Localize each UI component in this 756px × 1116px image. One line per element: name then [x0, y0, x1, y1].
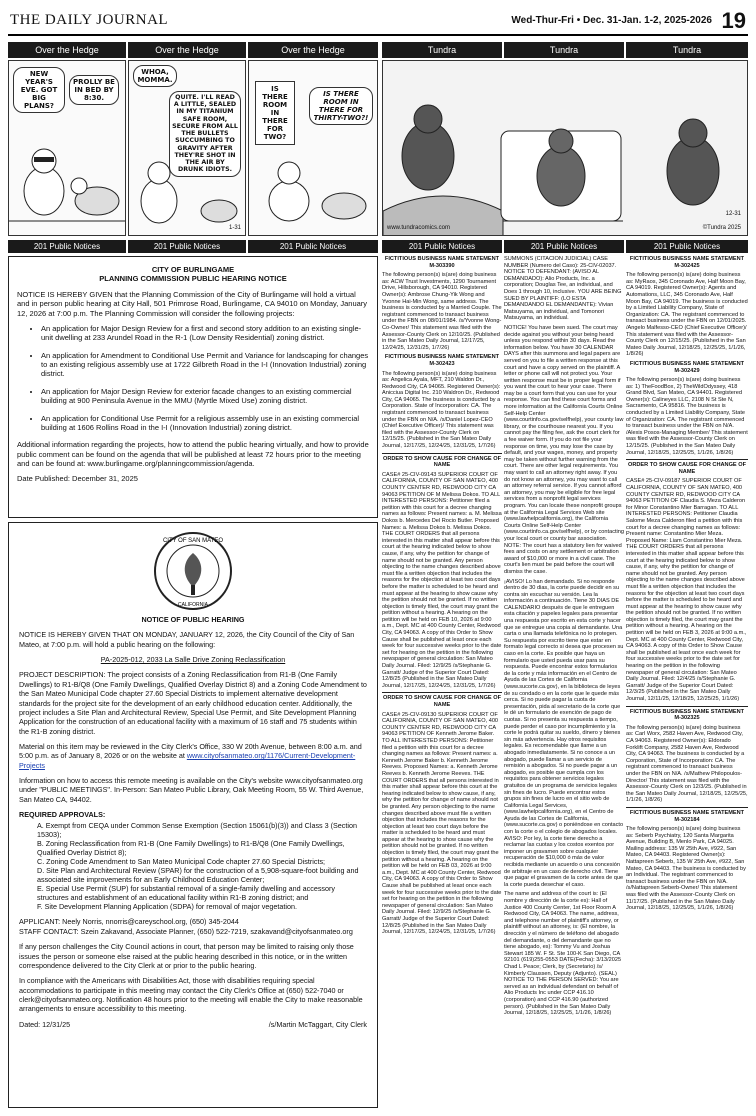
notice-body: The following person(s) is(are) doing business as: 1) TheFoodBox, 2) TheWildOdyssey, 418 Grand Blvd, San Mateo, CA 94401. Registered Owner(s): Calineyes LLC, 2108 N St Ste N, Sacramento, CA 95816. The business is conducted by a Limited Liability Company, State of Organization: CA. The registrant commenced to transact business under the FBN on N/A. /Alexis Posos-Managing Member/ This statement was filed with the Assessor-County Clerk on 12/15/25. (Published in the San Mateo Daily Journal, 12/18/25, 12/25/25, 1/1/26, 1/8/26) — [626, 377, 748, 456]
staff-contact: STAFF CONTACT: Szein Zakavand, Associate Planner, (650) 522-7219, szakavand@cityofsanmateo.org — [19, 926, 353, 936]
legal-column-1 — [382, 256, 502, 1108]
section-header: 201 Public Notices — [382, 240, 502, 253]
issue-date: Wed-Thur-Fri • Dec. 31-Jan. 1-2, 2025-2026 — [511, 15, 712, 26]
comic-title-tundra-1: Tundra — [382, 42, 502, 58]
notice-body: The following person(s) is(are) doing business as: ACW Trust Investments, 1290 Tournament Drive, Hillsborough, CA 94010. Registered Owner(s): Ambrose Chung-Yik Wong and Yvonne Hai-Min Wong, same address. The business is conducted by a Married Couple. The registrant commenced to transact business under the FBN on 08/01/1984. /s/Yvonne Wong-Co-Owner/ This statement was filed with the Assessor-County Clerk on 12/10/25. (Published in the San Mateo Daily Journal, 12/17/25, 12/24/25, 12/31/25, 1/7/26) — [382, 272, 502, 351]
notice-body: CASE# 25-CIV-09187 SUPERIOR COURT OF CALIFORNIA, COUNTY OF SAN MATEO, 400 COUNTY CENTER RD, REDWOOD CITY CA 94063 PETITION OF Claudia S. Meza Calderon for Minor Constantino Mier Barragan. TO ALL INTERESTED PERSONS: Petitioner Claudia Salome Meza Calderon filed a petition with this court for a decree changing names as follows: Present name: Constantino Mier Meza. Proposed Name: Liam Constantino Mier Meza. THE COURT ORDERS that all persons interested in this matter shall appear before this court at the hearing indicated below to show cause, if any, why the petition for change of name should not be granted. Any person objecting to the name changes described above must file a written objection that includes the reasons for the objection at least two court days before the matter is scheduled to be heard and must appear at the hearing to show cause why the petition should not be granted. If no written objection is timely filed, the court may grant the petition without a hearing. A hearing on the petition will be held on FEB 3, 2026 at 9:00 a.m., Dept. MC at 400 County Center, Redwood City, CA 94063. A copy of this Order to Show Cause shall be published at least once each week for four successive weeks prior to the date set for hearing on the petition in the following newspaper of general circulation: San Mateo Daily Journal. Filed: 12/4/25 /s/Stephanie G. Garratt/ Judge of the Superior Court Dated: 12/3/25 (Published in the San Mateo Daily Journal, 12/11/25, 12/18/25, 12/25/25, 1/1/26) — [626, 478, 747, 702]
legal-notice — [626, 256, 748, 358]
notice-date: Dated: 12/31/25 — [19, 1019, 71, 1029]
legal-column-3 — [626, 256, 748, 1108]
notice-additional: Additional information regarding the projects, how to attend the public hearing virtually, and how to provide public comment can be found on the agenda that will be published at least 72 hours prior to the meeting and can be found at: www.burlingame.org/planningcommission/agenda. — [17, 440, 369, 468]
comic-title-hedge-3: Over the Hedge — [248, 42, 378, 58]
seal-top-text: CITY OF SAN MATEO — [162, 538, 224, 544]
material-link[interactable]: www.cityofsanmateo.org/1176/Current-Development-Projects — [19, 751, 356, 770]
notice-body: The following person(s) is(are) doing business as: Angelica Ayala, MFT, 210 Waldon Dr., Redwood City, CA 94065. Registered Owner(s): Anicciua Digital Inc. 210 Waldron Dr., Redwood City, CA 94065. The business is conducted by a Corporation. State of Incorporation: CA. The registrant commenced to transact business under the FBN on N/A. /s/Daniel Lopez-CEO (Chief Executive Officer)/ This statement was filed with the Assessor-County Clerk on 12/15/25. (Published in the San Mateo Daily Journal, 12/17/25, 12/24/25, 12/31/25, 1/7/26) — [382, 370, 501, 450]
case-title: PA-2025-012, 2033 La Salle Drive Zoning Reclassification — [100, 655, 286, 665]
notice-heading: ORDER TO SHOW CAUSE FOR CHANGE OF NAME — [383, 455, 501, 469]
paper-name: THE DAILY JOURNAL — [10, 12, 169, 28]
raccoon-turtle-icon — [249, 61, 378, 236]
approval-item: A. Exempt from CEQA under Common Sense Exemption (Section 15061(b)(3)) and Class 3 (Section 15303); — [37, 821, 357, 840]
comic-title-tundra-2: Tundra — [504, 42, 624, 58]
legal-notice — [382, 354, 502, 449]
material-text: Material on this item may be reviewed in the City Clerk's Office, 330 W 20th Avenue, between 8:00 a.m. and 5:00 p.m. as of January 8, 2026 or on the website at — [19, 741, 362, 761]
raccoon-icon — [129, 61, 246, 236]
comic-date: 1-31 — [228, 225, 241, 231]
notice-intro: NOTICE IS HEREBY GIVEN that the Planning Commission of the City of Burlingame will hold a virtual and in person public hearing at City Hall, 501 Primrose Road, Burlingame, CA 94010 on Monday, January 12, 2026 at 7:00 p.m. The Planning Commission will consider the following projects: — [17, 289, 368, 318]
notice-title: NOTICE OF PUBLIC HEARING — [141, 615, 245, 624]
project-description: PROJECT DESCRIPTION: The project consists of a Zoning Reclassification from R1-B (One Family Dwellings) to R1-B/Q8 (One Family Dwellings, Qualified Overlay District 8) and a Zoning Code Amendment to the San Mateo Municipal Code chapter 27.60 Special Districts to implement alternative development standards for the project site for the development of an early childhood education center. Additionally, the project includes a Site Plan and Architectural Review, Special Use Permit, and Site Development Planning Application for the construction of an educational facility with a maximum of 16 staff and 75 students within the R1-B zoning district. — [19, 670, 367, 736]
project-item: • An application for Major Design Review for exterior facade changes to an existing commercial building at 900 Peninsula Avenue in the MMU (Myrtle Mixed Use) zoning district. — [41, 387, 369, 406]
legal-notice — [382, 692, 502, 935]
notice-heading: FICTITIOUS BUSINESS NAME STATEMENT M-302423 — [384, 354, 500, 367]
notice-body: The following person(s) is(are) doing business as: MyRaos, 345 Coronado Ave, Half Moon Bay, CA 94019. Registered Owner(s): Agents and Automations, LLC, 345 Coronado Ave, Half Moon Bay, CA 94019. The business is conducted by a Limited Liability Company, State of Organization: CA. The registrant commenced to transact business under the FBN on 12/01/2025. /Angelo Malfesso-CEO (Chief Executive Officer)/ This statement was filed with the Assessor-County Clerk on 12/15/25. (Published in the San Mateo Daily Journal, 12/18/25, 12/25/25, 1/1/26, 1/8/26) — [626, 272, 748, 358]
approval-item: C. Zoning Code Amendment to San Mateo Municipal Code chapter 27.60 Special Districts; — [37, 857, 326, 867]
project-item: • An application for Major Design Review for a first and second story addition to an existing single- unit dwelling at 233 Arundel Road in the R-1 (Low Density Residential) zoning district. — [41, 324, 369, 343]
ada-text: In compliance with the Americans with Disabilities Act, those with disabilities requiring special accommodations to participate in this meeting may contact the City Clerk's Office at (650) 522-7040 or clerk@cityofsanmateo.org. Notification 48 hours prior to the meeting will enable the City to make reasonable arrangements to ensure accessibility to this meeting. — [19, 976, 363, 1014]
seal-bottom-text: CALIFORNIA — [177, 602, 209, 608]
access-info: Information on how to access this remote meeting is available on the City's website www.cityofsanmateo.org under "PUBLIC MEETINGS". In-Person: San Mateo Public Library, Oak Meeting Room, 55 W. Third Avenue, San Mateo CA, 94402. — [19, 776, 364, 804]
san-mateo-notice — [8, 522, 378, 1108]
notice-heading: FICTITIOUS BUSINESS NAME STATEMENT M-302325 — [629, 708, 745, 722]
section-header: 201 Public Notices — [504, 240, 624, 253]
notice-heading: FICTITIOUS BUSINESS NAME STATEMENT M-302425 — [629, 256, 745, 269]
page-number: 19 — [721, 8, 746, 33]
section-header: 201 Public Notices — [626, 240, 748, 253]
comic-title-hedge-2: Over the Hedge — [128, 42, 246, 58]
speech-bubble: QUITE. I'LL READ A LITTLE, SEALED IN MY TITANIUM SAFE ROOM, SECURE FROM ALL THE BULLETS SUCCUMBING TO GRAVITY AFTER THEY'RE SHOT IN THE AIR BY DRUNK IDIOTS. — [169, 91, 241, 177]
notice-title: CITY OF BURLINGAME — [151, 265, 235, 274]
hedge-panel-1 — [8, 60, 126, 236]
notice-intro: NOTICE IS HEREBY GIVEN THAT ON MONDAY, JANUARY 12, 2026, the City Council of the City of San Mateo, at 7:00 p.m. will hold a public hearing on the following: — [19, 630, 355, 649]
legal-column-2 — [504, 256, 624, 1108]
section-header: 201 Public Notices — [8, 240, 126, 253]
burlingame-notice — [8, 256, 378, 518]
notice-body: CASE# 25-CIV-09130 SUPERIOR COURT OF CALIFORNIA, COUNTY OF SAN MATEO, 400 COUNTY CENTER RD, REDWOOD CITY CA 94063 PETITION OF Kenneth Jerome Baker. TO ALL INTERESTED PERSONS: Petitioner filed a petition with this court for a decree changing names as follows: Present names: a. Kenneth Jerome Baker b. Kenneth Jerome Reeves. Proposed Names: a. Kenneth Jerome Reeves b. Kenneth Jerome Reeves. THE COURT ORDERS that all persons interested in this matter shall appear before this court at the hearing indicated below to show cause, if any, why the petition for change of name should not be granted. Any person objecting to the name changes described above must file a written objection that includes the reasons for the objection at least two court days before the matter is scheduled to be heard and must appear at the hearing to show cause why the petition should not be granted. If no written objection is timely filed, the court may grant the petition without a hearing. A hearing on the petition will be held on FEB 03, 2026 at 9:00 a.m., Dept. MC at 400 County Center, Redwood City, CA 94063. A copy of this Order to Show Cause shall be published at least once each week for four successive weeks prior to the date set for hearing on the petition in the following newspaper of general circulation: San Mateo Daily Journal. Filed: 12/9/25 /s/Stephanie G. Garratt/ Judge of the Superior Court Dated: 12/8/25 (Published in the San Mateo Daily Journal, 12/17/25, 12/24/25, 12/31/25, 1/7/26) — [382, 711, 502, 936]
project-item: • An application for Conditional Use Permit for a religious assembly use in an existing commercial building at 1606 Rollins Road in the I-I (Innovation Industrial) zoning district. — [41, 414, 369, 433]
section-header: 201 Public Notices — [248, 240, 378, 253]
section-header: 201 Public Notices — [128, 240, 246, 253]
notice-heading: FICTITIOUS BUSINESS NAME STATEMENT M-302429 — [629, 360, 745, 374]
approval-item: E. Special Use Permit (SUP) for substantial removal of a single-family dwelling and accessory structures and establishment of an educational facility within R1-B zoning district; and — [37, 884, 336, 903]
notice-body: ¡AVISO! Lo han demandado. Si no responde dentro de 30 dias, la corte puede decidir en su contra sin escuchar su versión. Lea la información a continuación. Tiene 30 DIAS DE CALENDARIO después de que le entreguen esta citación y papeles legales para presentar una respuesta por escrito en esta corte y hacer que se entregue una copia al demandante. Una carta o una llamada telefónica no lo protegen. Su respuesta por escrito tiene que estar en formato legal correcto si desea que procesen su caso en la corte. Es posible que haya un formulario que usted pueda usar para su respuesta. Puede encontrar estos formularios de la corte y más información en el Centro de Ayuda de las Cortes de California (www.sucorte.ca.gov), en la biblioteca de leyes de su condado o en la corte que le quede más cerca. Si no puede pagar la cuota de presentación, pida al secretario de la corte que le dé un formulario de exención de pago de cuotas. Si no presenta su respuesta a tiempo, puede perder el caso por incumplimiento y la corte le podrá quitar su sueldo, dinero y bienes sin más advertencia. Hay otros requisitos legales. Es recomendable que llame a un abogado inmediatamente. Si no conoce a un abogado, puede llamar a un servicio de remisión a abogados. Si no puede pagar a un abogado, es posible que cumpla con los requisitos para obtener servicios legales gratuitos de un programa de servicios legales sin fines de lucro. Puede encontrar estos grupos sin fines de lucro en el sitio web de California Legal Services, (www.lawhelpcalifornia.org), en el Centro de Ayuda de las Cortes de California, (www.sucorte.ca.gov) o poniéndose en contacto con la corte o el colegio de abogados locales. AVISO: Por ley, la corte tiene derecho a reclamar las cuotas y los costos exentos por imponer un gravamen sobre cualquier recuperación de $10,000 ó más de valor recibida mediante un acuerdo o una concesión de arbitraje en un caso de derecho civil. Tiene que pagar el gravamen de la corte antes de que la corte pueda desechar el caso. — [504, 578, 624, 888]
comic-title-tundra-3: Tundra — [626, 42, 748, 58]
speech-bubble: WHOA, MOMMA. — [133, 65, 177, 87]
notice-body: The following person(s) is(are) doing business as: Seberb Psychiatry, 120 Santa Margarita Avenue, Building B, Menlo Park, CA 94025. Mailing address: 135 W 25th Ave, #922, San Mateo, CA 94403. Registered Owner(s): Nattapreen Seberb, 135 W 25th Ave, #922, San Mateo, CA 94403. The business is conducted by an Individual. The registrant commenced to transact business under the FBN on N/A. /s/Nattapreen Seberb-Owner/ This statement was filed with the Assessor-County Clerk on 11/17/25. (Published in the San Mateo Daily Journal, 12/18/25, 12/25/25, 1/1/26, 1/8/26) — [626, 826, 746, 912]
notice-heading: ORDER TO SHOW CAUSE FOR CHANGE OF NAME — [628, 462, 746, 475]
notice-body: SUMMONS (CITACION JUDICIAL) CASE NUMBER (Numero del Caso): 25-CIV-02037. NOTICE TO DEFENDANT: (AVISO AL DEMANDADO): Alio Products, Inc. a corporation; Douglas Tee, an individual, and Does 1 through 10, inclusive. YOU ARE BEING SUED BY PLAINTIFF: (LO ESTA DEMANDANDO EL DEMANDANTE): Vivian Matsuyama, an individual, and Tomonori Matsuyama, an individual. — [504, 256, 622, 322]
comic-date: 12-31 — [725, 211, 741, 217]
applicant: APPLICANT: Neely Norris, nnorris@careyschool.org, (650) 345-2044 — [19, 917, 239, 927]
tundra-copyright: ©Tundra 2025 — [702, 225, 741, 231]
notice-heading: FICTITIOUS BUSINESS NAME STATEMENT M-302184 — [629, 809, 745, 823]
notice-subtitle: PLANNING COMMISSION PUBLIC HEARING NOTICE — [99, 274, 287, 284]
legal-notice — [382, 453, 502, 690]
speech-bubble: IS THERE ROOM IN THERE FOR THIRTY-TWO?! — [309, 87, 373, 125]
notice-body: The name and address of the court is: (El nombre y dirección de la corte es): Hall of Justice 400 County Center, 1st Floor Room A Redwood City, CA 94063. The name, address, and telephone number of plaintiff's attorney, or plaintiff without an attorney, is: (El nombre, la dirección y el número de teléfono del abogado del demandante, o del demandante que no tiene abogado, es): Tommy Vu and Joshua Stewart 185 W. F St. Ste 100-K San Diego, CA 92101 (619)255-0553 DATE(Fecha): 3/13/2025 Chad L Peace; Clerk, by (Secretario) /s/ Kimberly Claussen, Deputy (Adjunto). (SEAL) NOTICE TO THE PERSON SERVED: You are served as an individual defendant on behalf of Alio Products Inc under CCP 416.10 (corporation) and CCP 416.90 (authorized person). (Published in the San Mateo Daily Journal, 12/18/25, 12/25/25, 1/1/26, 1/8/26) — [504, 891, 622, 1017]
notice-date: Date Published: December 31, 2025 — [17, 474, 138, 484]
legal-notice — [382, 256, 502, 351]
raccoon-turtle-icon — [9, 61, 126, 236]
legal-notice — [626, 459, 748, 702]
city-seal-icon — [153, 531, 233, 611]
hedge-panel-3 — [248, 60, 378, 236]
speech-box: IS THERE ROOM IN THERE FOR TWO? — [255, 81, 295, 145]
challenge-text: If any person challenges the City Council actions in court, that person may be limited to raising only those issues the person or someone else raised at the public hearing described in this notice, or in the written correspondence delivered to the City Clerk at or prior to the public hearing. — [19, 942, 354, 970]
masthead — [8, 6, 748, 36]
legal-notice — [626, 706, 748, 804]
approval-item: B. Zoning Reclassification from R1-B (One Family Dwellings) to R1-B/Q8 (One Family Dwellings, Qualified Overlay District 8); — [37, 839, 345, 858]
notice-heading: ORDER TO SHOW CAUSE FOR CHANGE OF NAME — [383, 695, 501, 708]
speech-bubble: PROLLY BE IN BED BY 8:30. — [69, 75, 119, 105]
approval-item: D. Site Plan and Architectural Review (SPAR) for the construction of a 5,908-square-foot building and associated site improvements for an Early Childhood Education Center; — [37, 866, 359, 885]
project-item: • An application for Amendment to Conditional Use Permit and Variance for landscaping for changes to an existing religious assembly use at 1722 Gilbreth Road in the I-I (Innovation Industrial) zoning district. — [41, 351, 369, 379]
tundra-panel — [382, 60, 748, 236]
notice-body: NOTICE! You have been sued. The court may decide against you without your being heard unless you respond within 30 days. Read the information below. You have 30 CALENDAR DAYS after this summons and legal papers are served on you to file a written response at this court and have a copy served on the plaintiff. A letter or phone call will not protect you. Your written response must be in proper legal form if you want the court to hear your case. There may be a court form that you can use for your response. You can find these court forms and more information at the California Courts Online Self-Help Center (www.courtinfo.ca.gov/selfhelp), your county law library, or the courthouse nearest you. If you cannot pay the filing fee, ask the court clerk for a fee waiver form. If you do not file your response on time, you may lose the case by default, and your wages, money, and property may be taken without further warning from the court. There are other legal requirements. You may want to call an attorney right away. If you do not know an attorney, you may want to call an attorney referral service. If you cannot afford an attorney, you may be eligible for free legal services from a nonprofit legal services program. You can locate these nonprofit groups at the California Legal Services Web site (www.lawhelpcalifornia.org), the California Courts Online Self-Help Center (www.courtinfo.ca.gov/selfhelp), or by contacting your local court or county bar association. NOTE: The court has a statutory lien for waived fees and costs on any settlement or arbitration award of $10,000 or more in a civil case. The court's lien must be paid before the court will dismiss the case. — [504, 324, 624, 575]
approval-item: F. Site Development Planning Application (SDPA) for removal of major vegetation. — [37, 902, 297, 912]
signature: /s/Martin McTaggart, City Clerk — [268, 1019, 367, 1029]
speech-bubble: NEW YEAR'S EVE. GOT BIG PLANS? — [13, 67, 65, 113]
notice-heading: FICTITIOUS BUSINESS NAME STATEMENT M-303390 — [384, 256, 500, 269]
legal-notice — [626, 807, 748, 912]
bears-fishing-icon — [383, 61, 748, 236]
tundra-site: www.tundracomics.com — [387, 225, 451, 231]
notice-body: The following person(s) is(are) doing business as: Carl Worx, 2582 Haven Ave, Redwood City, CA 94063. Registered Owner(s): Eldorado Forklift Company, 2582 Haven Ave, Redwood City, CA 94063. The business is conducted by a Corporation, State of Incorporation: CA. The registrant commenced to transact business under the FBN on N/A. /s/Mathew Philopoulos-Director/ This statement was filed with the Assessor-County Clerk on 12/3/25. (Published in the San Mateo Daily Journal, 12/18/25, 12/25/25, 1/1/26, 1/8/26) — [626, 724, 748, 804]
required-approvals-title: REQUIRED APPROVALS: — [19, 810, 106, 820]
legal-notice — [626, 361, 748, 456]
comic-title-hedge-1: Over the Hedge — [8, 42, 126, 58]
notice-body: CASE# 25-CIV-09143 SUPERIOR COURT OF CALIFORNIA, COUNTY OF SAN MATEO, 400 COUNTY CENTER RD, REDWOOD CITY CA 94063 PETITION OF M Melissa Dokos. TO ALL INTERESTED PERSONS: Petitioner filed a petition with this court for a decree changing names as follows: Present names: a. M. Melissa Dokos b. Mercedes Del Rocio Butler. Proposed Names: a. Melissa Dokos b. Melissa Dokos. THE COURT ORDERS that all persons interested in this matter shall appear before this court at the hearing indicated below to show cause, if any, why the petition for change of name should not be granted. Any person objecting to the name changes described above must file a written objection that includes the reasons for the objection at least two court days before the matter is scheduled to be heard and must appear at the hearing to show cause why the petition should not be granted. If no written objection is timely filed, the court may grant the petition without a hearing. A hearing on the petition will be held on FEB 10, 2026 at 9:00 a.m., Dept. MC at 400 County Center, Redwood City, CA 94063. A copy of this Order to Show Cause shall be published at least once each week for four successive weeks prior to the date set for hearing on the petition in the following newspaper of general circulation: San Mateo Daily Journal. Filed: 12/9/25 /s/Stephanie G. Garratt/ Judge of the Superior Court Dated: 12/8/25 (Published in the San Mateo Daily Journal, 12/17/25, 12/24/25, 12/31/25, 1/7/26) — [382, 471, 502, 689]
hedge-panel-2 — [128, 60, 246, 236]
